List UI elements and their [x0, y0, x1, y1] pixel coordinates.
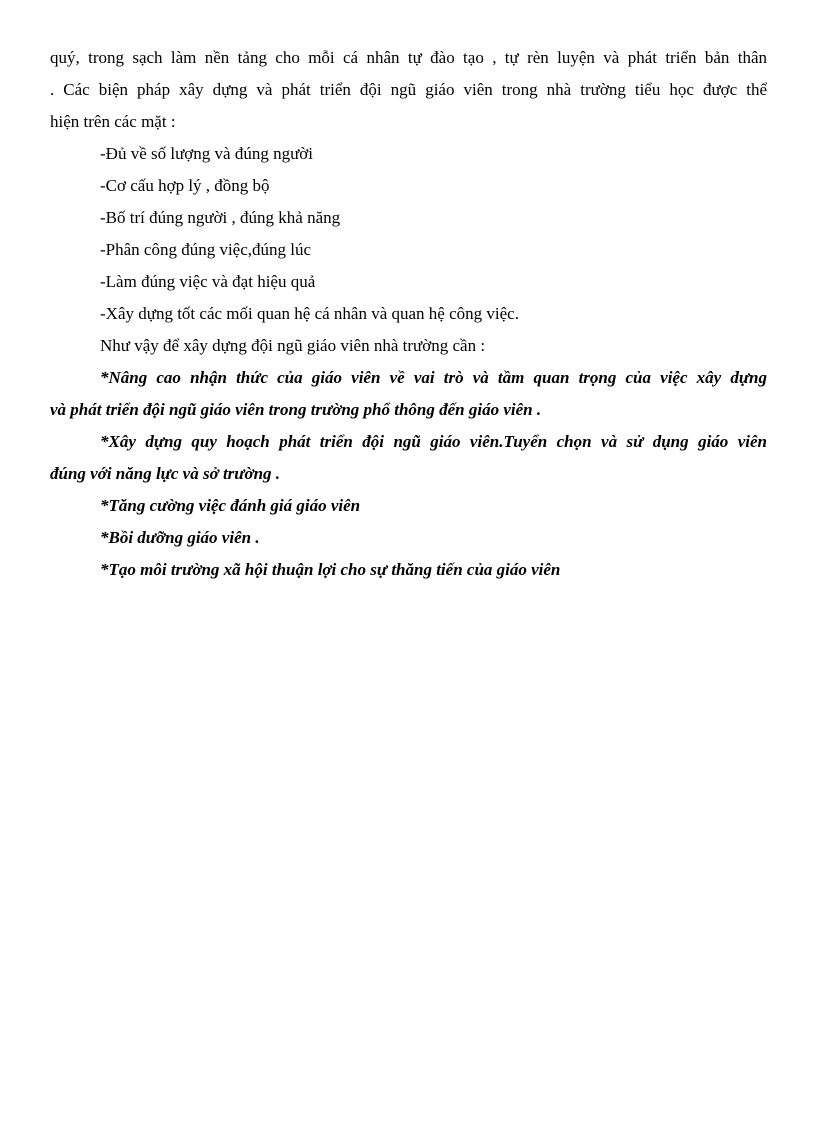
intro-line-3: hiện trên các mặt : [50, 112, 176, 131]
measure-3: *Tăng cường việc đánh giá giáo viên [100, 496, 361, 515]
measure-2-line-2: đúng với năng lực và sở trường . [50, 464, 281, 483]
conclusion-intro: Như vậy để xây dựng đội ngũ giáo viên nhà trường cần : [100, 336, 486, 355]
measure-5: *Tạo môi trường xã hội thuận lợi cho sự thăng tiến của giáo viên [100, 560, 561, 579]
list-item: -Làm đúng việc và đạt hiệu quả [100, 272, 316, 291]
list-item: -Cơ cấu hợp lý , đồng bộ [100, 176, 270, 195]
list-item: -Bố trí đúng người , đúng khả năng [100, 208, 341, 227]
intro-line-1: quý, trong sạch làm nền tảng cho mỗi cá nhân tự đào tạo , tự rèn luyện và phát triển bản thân [50, 48, 767, 67]
measure-1-line-1: *Nâng cao nhận thức của giáo viên về vai trò và tầm quan trọng của việc xây dựng [100, 368, 767, 387]
list-item: -Đủ về số lượng và đúng người [100, 144, 313, 163]
list-item: -Phân công đúng việc,đúng lúc [100, 240, 312, 259]
measure-2-line-1: *Xây dựng quy hoạch phát triển đội ngũ giáo viên.Tuyển chọn và sử dụng giáo viên [100, 432, 767, 451]
measure-4: *Bồi dưỡng giáo viên . [100, 528, 260, 547]
measure-1-line-2: và phát triển đội ngũ giáo viên trong trường phổ thông đến giáo viên . [50, 400, 542, 419]
intro-line-2: . Các biện pháp xây dựng và phát triển đội ngũ giáo viên trong nhà trường tiểu học được thể [50, 80, 767, 99]
list-item: -Xây dựng tốt các mối quan hệ cá nhân và quan hệ công việc. [100, 304, 519, 323]
